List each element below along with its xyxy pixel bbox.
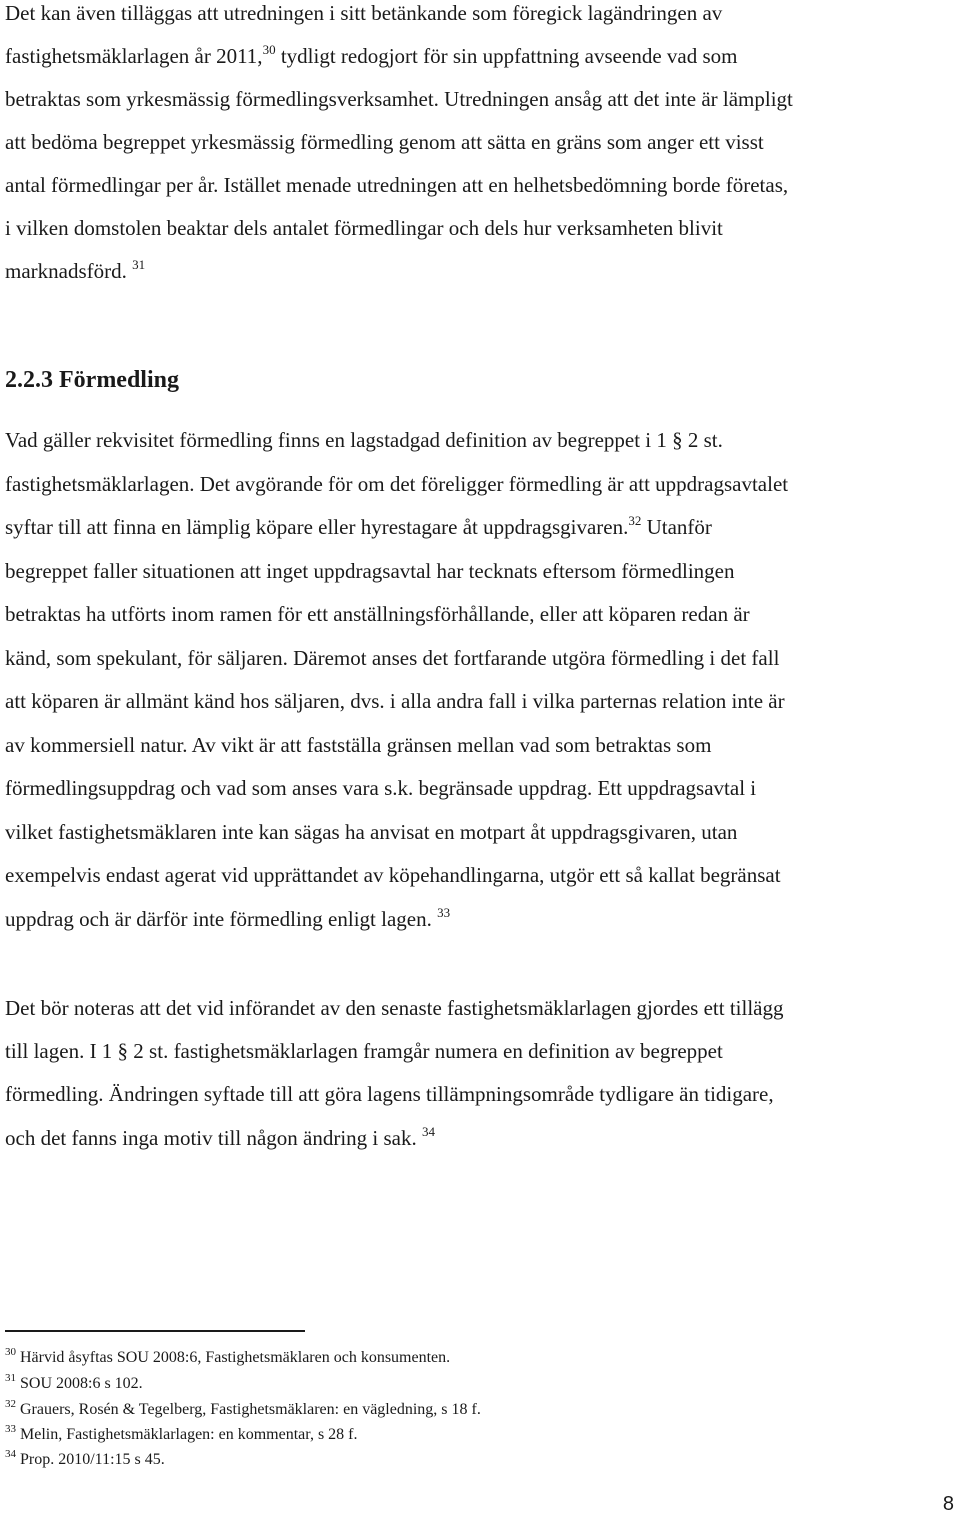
footnote-number: 34 bbox=[5, 1448, 16, 1460]
footnote-33 bbox=[5, 1423, 358, 1443]
footnote-ref-30[interactable]: 30 bbox=[262, 42, 276, 57]
footnote-ref-33[interactable]: 33 bbox=[437, 905, 451, 920]
paragraph-1-line-1: Det kan även tilläggas att utredningen i sitt betänkande som föregick lagändringen av bbox=[5, 1, 723, 25]
paragraph-1-line-6: i vilken domstolen beaktar dels antalet förmedlingar och dels hur verksamheten blivit bbox=[5, 216, 723, 240]
footnote-text: SOU 2008:6 s 102. bbox=[20, 1375, 143, 1392]
paragraph-3-line-3: förmedling. Ändringen syftade till att göra lagens tillämpningsområde tydligare än tidigare, bbox=[5, 1082, 774, 1106]
paragraph-2-line-5: betraktas ha utförts inom ramen för ett anställningsförhållande, eller att köparen redan är bbox=[5, 602, 750, 626]
paragraph-1-line-5: antal förmedlingar per år. Istället menade utredningen att en helhetsbedömning borde företas, bbox=[5, 173, 789, 197]
footnote-text: Prop. 2010/11:15 s 45. bbox=[20, 1451, 165, 1468]
paragraph-2-line-3 bbox=[5, 513, 712, 539]
footnote-separator bbox=[5, 1330, 305, 1332]
footnote-ref-32[interactable]: 32 bbox=[628, 513, 642, 528]
text-segment: uppdrag och är därför inte förmedling enligt lagen. bbox=[5, 907, 432, 931]
text-segment: och det fanns inga motiv till någon ändring i sak. bbox=[5, 1126, 417, 1150]
footnote-ref-34[interactable]: 34 bbox=[422, 1124, 436, 1139]
footnote-34 bbox=[5, 1448, 165, 1468]
text-segment: tydligt redogjort för sin uppfattning avseende vad som bbox=[275, 44, 738, 68]
paragraph-2-line-2: fastighetsmäklarlagen. Det avgörande för om det föreligger förmedling är att uppdragsavtalet bbox=[5, 472, 789, 496]
paragraph-2-line-6: känd, som spekulant, för säljaren. Däremot anses det fortfarande utgöra förmedling i det fall bbox=[5, 646, 780, 670]
paragraph-1-line-7 bbox=[5, 257, 146, 283]
paragraph-3-line-4 bbox=[5, 1124, 436, 1150]
page-number: 8 bbox=[942, 1493, 954, 1515]
footnote-number: 32 bbox=[5, 1398, 16, 1410]
paragraph-2-line-11: exempelvis endast agerat vid upprättandet av köpehandlingarna, utgör ett så kallat begränsat bbox=[5, 863, 781, 887]
footnote-30 bbox=[5, 1346, 451, 1366]
footnote-number: 31 bbox=[5, 1372, 16, 1384]
footnote-31 bbox=[5, 1372, 143, 1392]
paragraph-2-line-4: begreppet faller situationen att inget uppdragsavtal har tecknats eftersom förmedlingen bbox=[5, 559, 735, 583]
footnote-text: Härvid åsyftas SOU 2008:6, Fastighetsmäklaren och konsumenten. bbox=[20, 1349, 451, 1366]
text-segment: Utanför bbox=[641, 515, 712, 539]
paragraph-1-line-3: betraktas som yrkesmässig förmedlingsverksamhet. Utredningen ansåg att det inte är lämpligt bbox=[5, 87, 793, 111]
footnote-text: Grauers, Rosén & Tegelberg, Fastighetsmäklaren: en vägledning, s 18 f. bbox=[20, 1401, 481, 1418]
paragraph-2-line-7: att köparen är allmänt känd hos säljaren, dvs. i alla andra fall i vilka parternas relation inte är bbox=[5, 689, 785, 713]
paragraph-3-line-2: till lagen. I 1 § 2 st. fastighetsmäklarlagen framgår numera en definition av begreppet bbox=[5, 1039, 723, 1063]
paragraph-2-line-10: vilket fastighetsmäklaren inte kan sägas ha anvisat en motpart åt uppdragsgivaren, utan bbox=[5, 820, 738, 844]
footnote-number: 33 bbox=[5, 1423, 16, 1435]
footnote-ref-31[interactable]: 31 bbox=[132, 257, 146, 272]
text-segment: marknadsförd. bbox=[5, 259, 127, 283]
text-segment: syftar till att finna en lämplig köpare eller hyrestagare åt uppdragsgivaren. bbox=[5, 515, 629, 539]
text-segment: fastighetsmäklarlagen år 2011, bbox=[5, 44, 263, 68]
paragraph-1-line-2 bbox=[5, 42, 738, 68]
footnote-32 bbox=[5, 1398, 481, 1418]
paragraph-2-line-1: Vad gäller rekvisitet förmedling finns en lagstadgad definition av begreppet i 1 § 2 st. bbox=[5, 428, 723, 452]
paragraph-3-line-1: Det bör noteras att det vid införandet av den senaste fastighetsmäklarlagen gjordes ett tillägg bbox=[5, 996, 784, 1020]
footnote-number: 30 bbox=[5, 1346, 16, 1358]
paragraph-2-line-12 bbox=[5, 905, 451, 931]
paragraph-1-line-4: att bedöma begreppet yrkesmässig förmedling genom att sätta en gräns som anger ett visst bbox=[5, 130, 764, 154]
section-heading: 2.2.3 Förmedling bbox=[5, 367, 179, 393]
paragraph-2-line-9: förmedlingsuppdrag och vad som anses vara s.k. begränsade uppdrag. Ett uppdragsavtal i bbox=[5, 776, 757, 800]
footnote-text: Melin, Fastighetsmäklarlagen: en kommentar, s 28 f. bbox=[20, 1426, 358, 1443]
paragraph-2-line-8: av kommersiell natur. Av vikt är att fastställa gränsen mellan vad som betraktas som bbox=[5, 733, 712, 757]
